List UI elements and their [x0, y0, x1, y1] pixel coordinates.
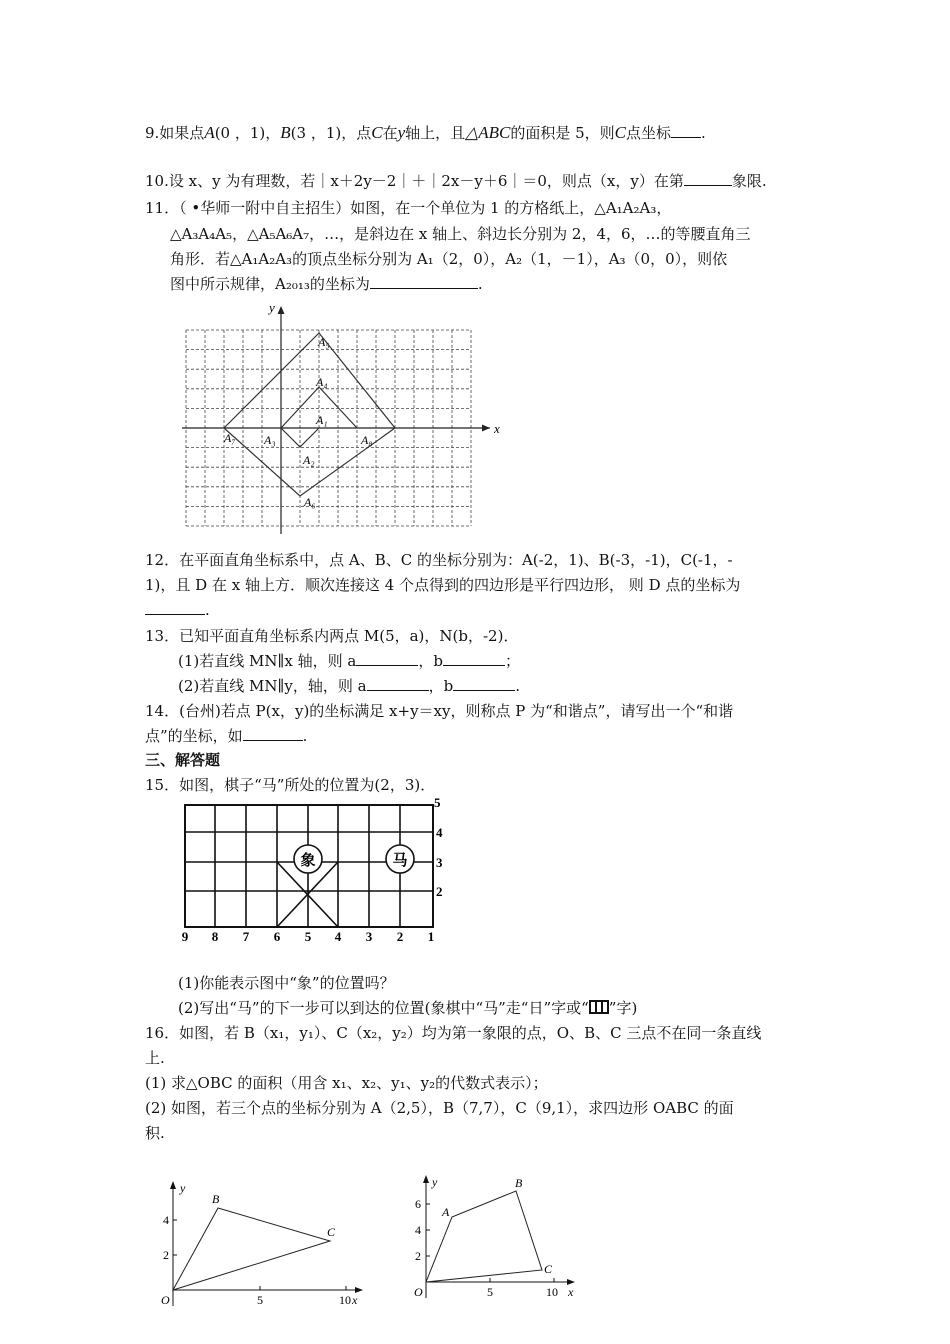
question-16-line-2: 上.	[145, 1049, 165, 1067]
question-16-part-1: (1) 求△OBC 的面积（用含 x₁、x₂、y₁、y₂的代数式表示）；	[145, 1074, 548, 1092]
q13-p2-b-blank[interactable]	[453, 676, 515, 691]
q10-text: 10.设 x、y 为有理数，若｜x＋2y－2｜＋｜2x－y＋6｜＝0，则点（x，y）在第	[145, 172, 684, 190]
q11-end: .	[477, 275, 483, 293]
question-14-line-1: 14．(台州)若点 P(x，y)的坐标满足 x+y＝xy，则称点 P 为“和谐点”，请写出一个“和谐	[145, 702, 734, 720]
q9-answer-blank[interactable]	[671, 123, 701, 138]
q9-area: 的面积是 5，则	[510, 124, 615, 142]
fig16b-ytick-4: 4	[415, 1223, 421, 1237]
q12-answer-blank[interactable]	[145, 600, 205, 615]
q9-y-var: y	[397, 123, 406, 142]
fig16b-point-b: B	[515, 1176, 523, 1190]
fig16b-origin: O	[414, 1285, 423, 1299]
col-label-1: 1	[427, 929, 435, 944]
q14-answer-blank[interactable]	[243, 726, 303, 741]
q11-line4-text: 图中所示规律，A₂₀₁₃的坐标为	[170, 275, 370, 293]
row-label-5: 5	[434, 795, 441, 810]
fig11-x-label: x	[494, 421, 500, 436]
question-14-line-2	[145, 726, 307, 746]
label-a5: A₅	[318, 335, 330, 349]
question-15-part-1: (1)你能表示图中“象”的位置吗？	[178, 974, 395, 992]
q13-p1-b-blank[interactable]	[443, 651, 505, 666]
q14-line2-text: 点”的坐标，如	[145, 727, 243, 745]
label-a8: A₈	[361, 433, 373, 447]
fig16a-y-label: y	[180, 1181, 186, 1195]
question-11-line-1: 11．（ •华师一附中自主招生）如图，在一个单位为 1 的方格纸上，△A₁A₂A₃，	[145, 199, 672, 217]
fig16b-ticks	[415, 1197, 558, 1299]
fig16b-y-label: y	[432, 1175, 438, 1189]
q9-on: 在	[382, 124, 398, 142]
q9-end: .	[701, 124, 706, 142]
question-11-line-2: △A₃A₄A₅，△A₅A₆A₇，…，是斜边在 x 轴上、斜边长分别为 2，4，6，…的等腰直角三	[170, 225, 751, 243]
question-16-part-2-cont: 积.	[145, 1124, 165, 1142]
fig11-y-arrow	[278, 306, 285, 314]
question-12-line-3	[145, 600, 210, 620]
q12-end: .	[205, 601, 210, 619]
fig16b-point-a: A	[442, 1205, 450, 1219]
fig16b-ytick-6: 6	[415, 1197, 421, 1211]
q9-point-b-coord: (3 ，1)	[290, 124, 342, 142]
figure-16-quadrilateral-oabc	[400, 1170, 585, 1310]
tian-shape-icon	[589, 1000, 609, 1014]
row-label-2: 2	[436, 884, 443, 899]
fig11-point-labels	[223, 335, 373, 509]
fig16b-ytick-2: 2	[415, 1249, 421, 1263]
fig16b-xtick-10: 10	[546, 1285, 558, 1299]
col-label-6: 6	[273, 929, 281, 944]
q13-p2-b: ，b	[428, 677, 454, 695]
label-a1: A₁	[316, 413, 328, 427]
fig11-y-label: y	[269, 300, 275, 315]
fig16b-xtick-5: 5	[487, 1285, 493, 1299]
question-16-part-2: (2) 如图，若三个点的坐标分别为 A（2,5），B（7,7），C（9,1），求四边形 OABC 的面	[145, 1099, 734, 1117]
q9-sep2: ，点	[341, 124, 372, 142]
q13-p1-a: (1)若直线 MN∥x 轴，则 a	[178, 652, 357, 670]
fig16a-ytick-2: 2	[163, 1248, 169, 1262]
q14-end: .	[302, 727, 308, 745]
label-a2: A₂	[303, 453, 315, 467]
question-16-line-1: 16．如图，若 B（x₁，y₁）、C（x₂，y₂）均为第一象限的点，O、B、C 三点不在同一条直线	[145, 1024, 762, 1042]
question-15-stem: 15．如图，棋子“马”所处的位置为(2，3)．	[145, 776, 436, 794]
fig16b-y-arrow	[423, 1175, 429, 1183]
q10-suffix: 象限.	[731, 172, 767, 190]
q13-p2-a-blank[interactable]	[367, 676, 429, 691]
col-label-4: 4	[334, 929, 342, 944]
fig11-outer-path	[224, 333, 395, 496]
fig16a-y-arrow	[170, 1181, 176, 1189]
q13-p2-a: (2)若直线 MN∥y，轴，则 a	[178, 677, 367, 695]
question-12-line-2: 1)，且 D 在 x 轴上方．顺次连接这 4 个点得到的四边形是平行四边形， 则 D 点的坐标为	[145, 576, 741, 594]
q9-triangle: △ABC	[465, 123, 511, 142]
label-a3: A₃	[264, 433, 276, 447]
question-13-part-1	[178, 651, 520, 671]
fig16a-ytick-4: 4	[163, 1213, 169, 1227]
q13-p1-a-blank[interactable]	[356, 651, 418, 666]
piece-ma-label: 马	[392, 853, 408, 869]
q9-suffix: 点坐标	[626, 124, 672, 142]
figure-15-chess-board	[170, 795, 460, 945]
row-label-4: 4	[436, 825, 443, 840]
piece-xiang-label: 象	[300, 853, 316, 869]
fig16b-point-c: C	[544, 1262, 553, 1276]
q10-answer-blank[interactable]	[684, 171, 732, 186]
col-label-9: 9	[181, 929, 189, 944]
fig11-triangles	[224, 333, 395, 496]
question-13-part-2	[178, 676, 520, 696]
col-label-2: 2	[396, 929, 404, 944]
q15-p2-end: ”字)	[608, 999, 638, 1017]
q9-point-a: A	[204, 123, 215, 142]
col-label-7: 7	[242, 929, 250, 944]
question-15-part-2	[178, 998, 637, 1018]
q9-point-a-coord: (0 ，1)	[214, 124, 266, 142]
q9-point-c: C	[371, 123, 383, 142]
question-11-line-4	[170, 274, 483, 294]
q11-answer-blank[interactable]	[370, 274, 478, 289]
fig16b-x-label: x	[568, 1285, 574, 1299]
q9-prefix: 9.如果点	[145, 124, 205, 142]
col-label-3: 3	[365, 929, 373, 944]
q13-p1-end: ；	[504, 652, 520, 670]
q9-axis: 轴上，且	[405, 124, 466, 142]
q13-p2-end: .	[515, 677, 521, 695]
row-label-3: 3	[436, 855, 443, 870]
figure-16-triangle-obc	[155, 1178, 370, 1310]
fig16a-point-c: C	[327, 1225, 336, 1239]
fig16a-ticks	[163, 1213, 351, 1307]
col-label-8: 8	[211, 929, 219, 944]
q9-sep: ，	[265, 124, 281, 142]
label-a4: A₄	[316, 375, 328, 389]
figure-11-grid	[178, 296, 508, 540]
question-13-stem: 13．已知平面直角坐标系内两点 M(5，a)，N(b，-2)．	[145, 627, 519, 645]
question-11-line-3: 角形．若△A₁A₂A₃的顶点坐标分别为 A₁（2，0），A₂（1，－1），A₃（0，0），则依	[170, 250, 728, 268]
col-label-5: 5	[304, 929, 312, 944]
fig16a-point-b: B	[212, 1192, 220, 1206]
q9-point-b: B	[280, 123, 291, 142]
fig15-col-labels	[182, 929, 435, 944]
question-10	[145, 171, 767, 191]
q9-point-c2: C	[614, 123, 627, 142]
fig15-row-labels	[434, 795, 443, 899]
fig16a-origin: O	[161, 1293, 170, 1307]
q13-p1-b: ，b	[418, 652, 443, 670]
label-a7: A₇	[224, 431, 236, 445]
fig11-x-arrow	[482, 425, 490, 432]
fig16a-xtick-5: 5	[257, 1293, 263, 1307]
question-12-line-1: 12．在平面直角坐标系中，点 A、B、C 的坐标分别为：A(-2，1)、B(-3，-1)，C(-1，-	[145, 551, 733, 569]
question-9	[145, 123, 706, 143]
q15-p2-text: (2)写出“马”的下一步可以到达的位置(象棋中“马”走“日”字或“	[178, 999, 589, 1017]
fig16a-x-label: x	[352, 1293, 358, 1307]
fig16a-triangle	[173, 1208, 330, 1290]
fig16a-xtick-10: 10	[339, 1293, 351, 1307]
piece-xiang[interactable]	[294, 845, 322, 873]
section-3-heading: 三、解答题	[145, 751, 221, 769]
label-a6: A₆	[304, 495, 316, 509]
piece-ma[interactable]	[386, 845, 414, 873]
